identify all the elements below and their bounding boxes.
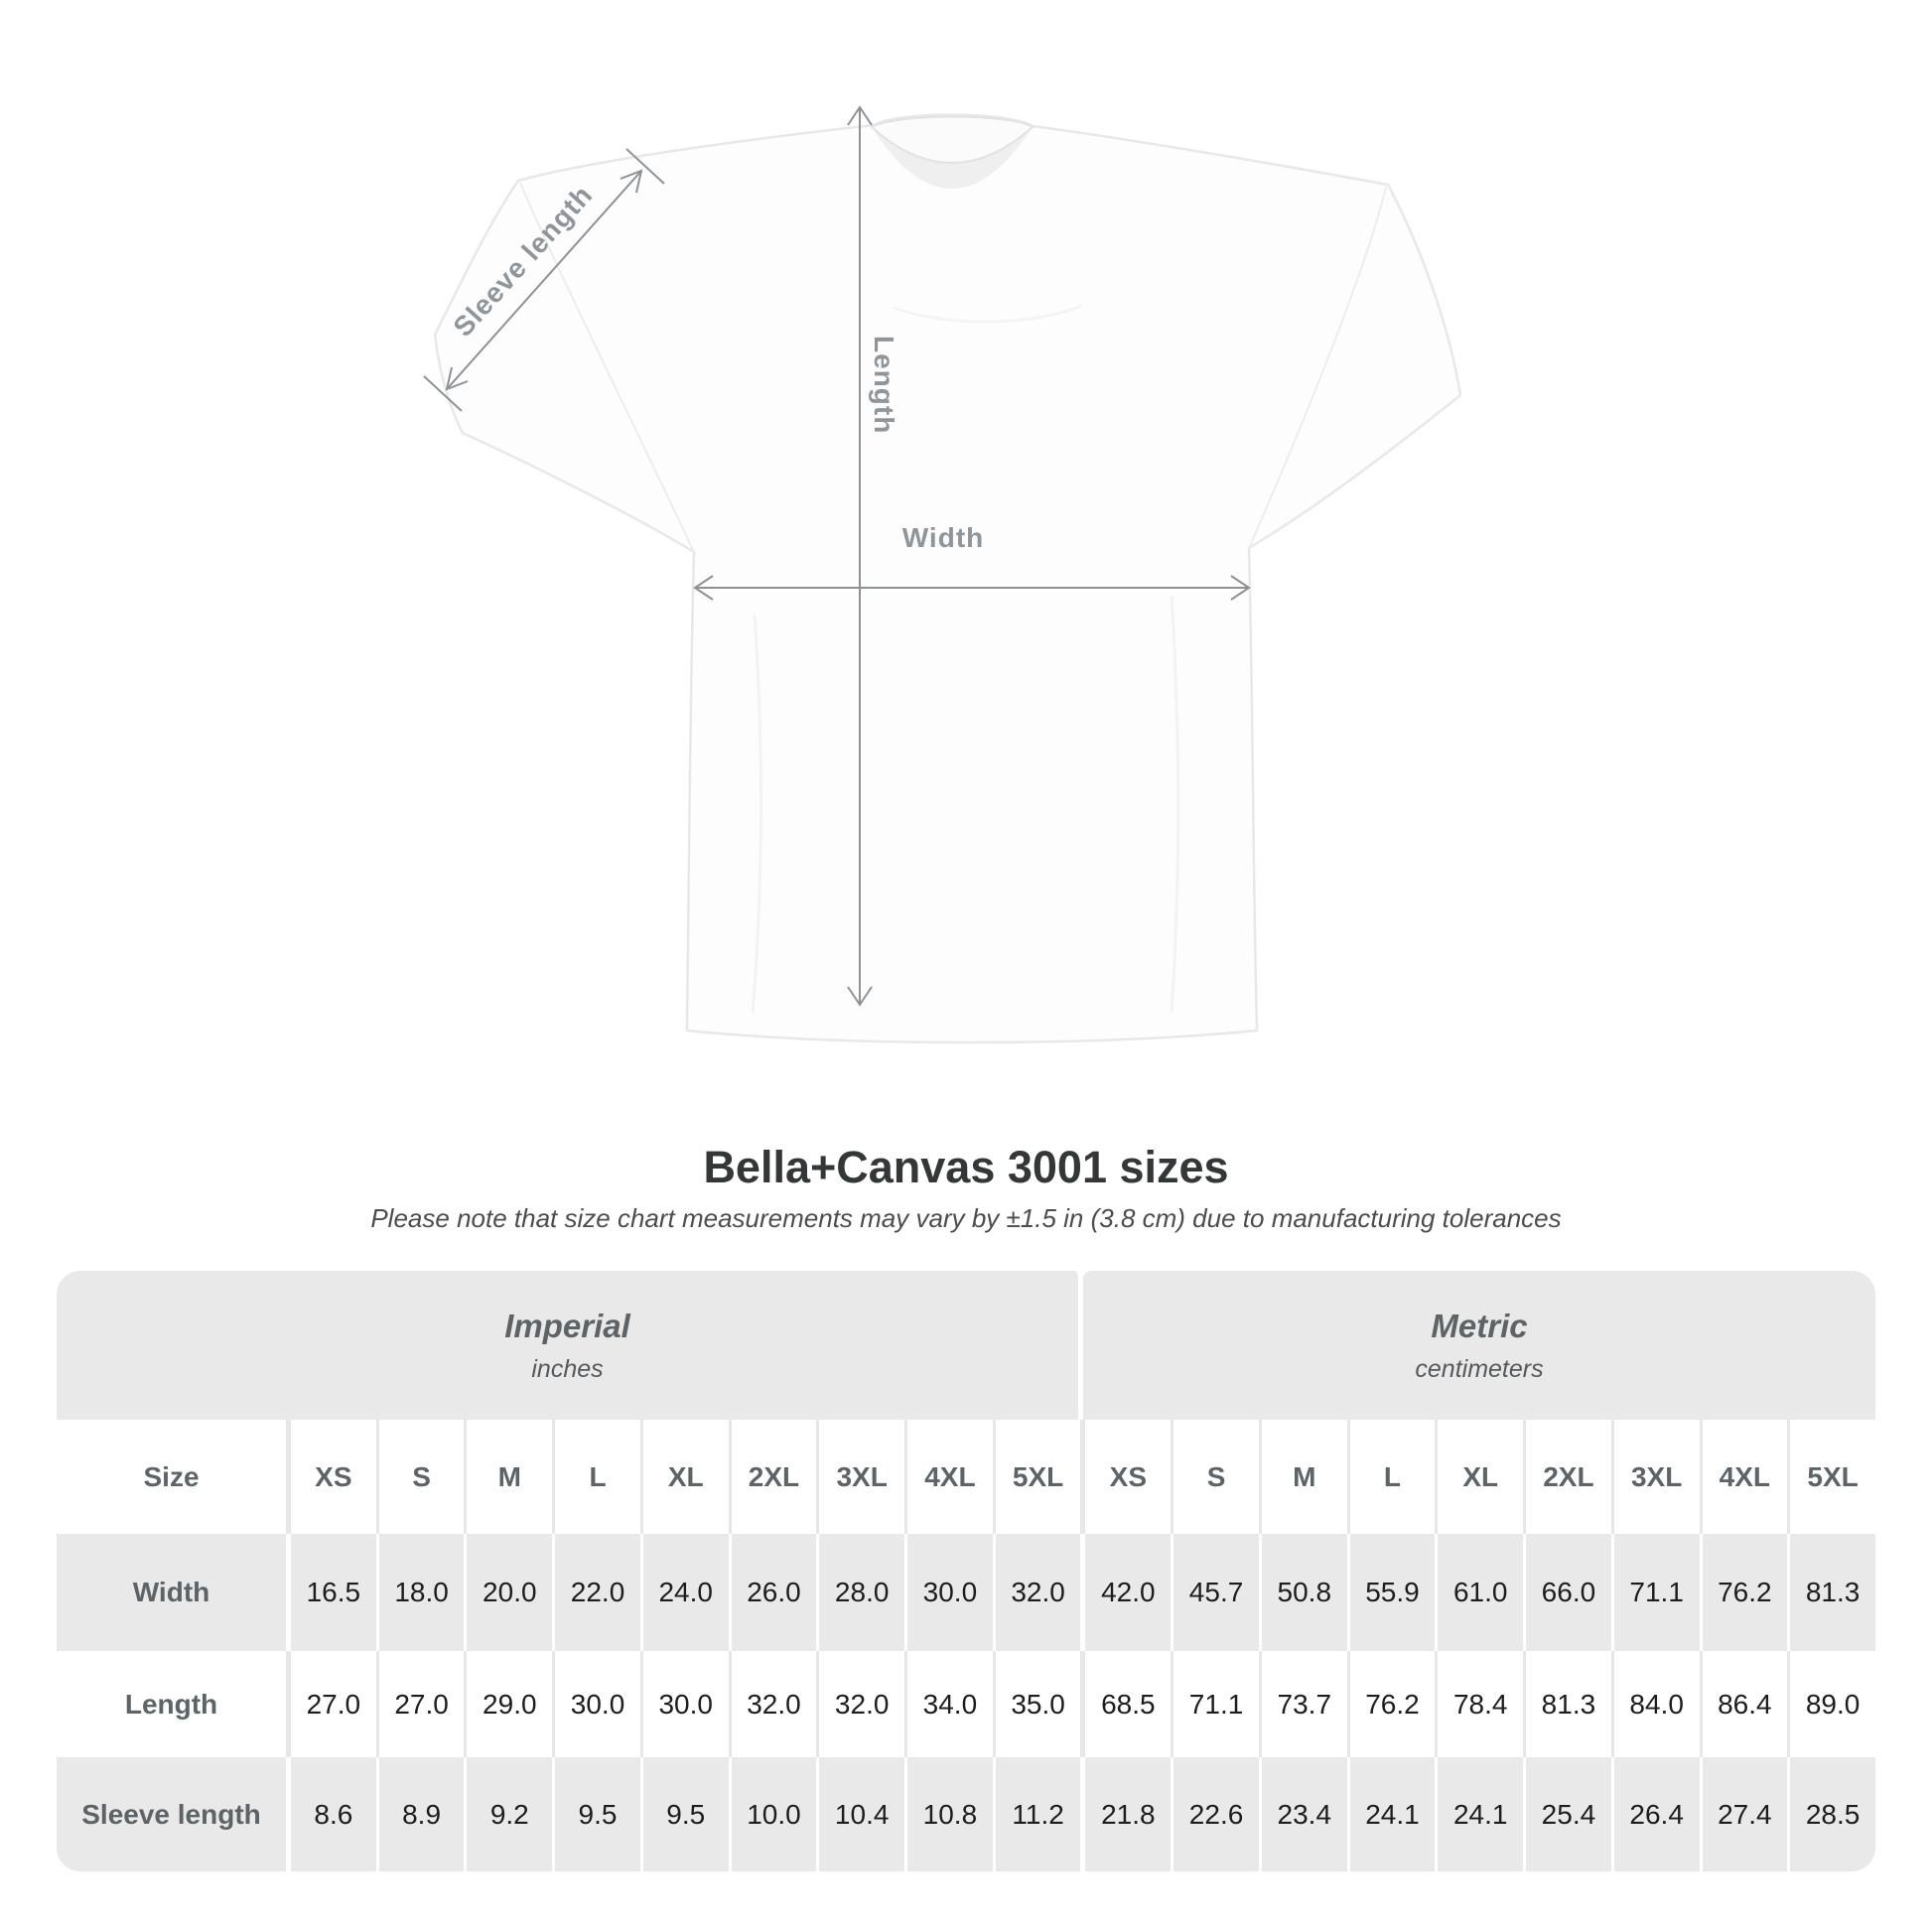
- metric-label: Metric: [1431, 1307, 1528, 1344]
- unit-group-row: [57, 1271, 1875, 1420]
- table-cell: 27.0: [291, 1651, 379, 1757]
- table-cell: 26.0: [732, 1534, 820, 1651]
- imperial-group-header: [57, 1271, 1083, 1420]
- table-cell: 10.0: [732, 1757, 820, 1871]
- size-header-imperial-2xl: 2XL: [732, 1420, 820, 1534]
- row-label-sleeve-length: Sleeve length: [57, 1757, 291, 1871]
- table-cell: 24.1: [1350, 1757, 1439, 1871]
- table-cell: 34.0: [907, 1651, 996, 1757]
- table-cell: 26.4: [1614, 1757, 1703, 1871]
- size-header-imperial-4xl: 4XL: [907, 1420, 996, 1534]
- page-subtitle: Please note that size chart measurements may vary by ±1.5 in (3.8 cm) due to manufacturing tolerances: [370, 1203, 1562, 1233]
- table-cell: 32.0: [996, 1534, 1086, 1651]
- table-cell: 28.5: [1790, 1757, 1875, 1871]
- size-table: [57, 1271, 1875, 1871]
- table-cell: 27.4: [1703, 1757, 1791, 1871]
- size-header-imperial-xs: XS: [291, 1420, 379, 1534]
- table-cell: 24.1: [1438, 1757, 1526, 1871]
- table-cell: 8.6: [291, 1757, 379, 1871]
- size-column-header: Size: [57, 1420, 291, 1534]
- size-header-metric-s: S: [1173, 1420, 1262, 1534]
- sleeve-length-label: Sleeve length: [447, 179, 599, 343]
- table-row-length: [57, 1651, 1875, 1757]
- size-header-metric-l: L: [1350, 1420, 1439, 1534]
- tshirt-body: [435, 115, 1460, 1042]
- size-header-row: [57, 1420, 1875, 1534]
- table-cell: 66.0: [1526, 1534, 1614, 1651]
- table-cell: 78.4: [1438, 1651, 1526, 1757]
- table-cell: 27.0: [379, 1651, 468, 1757]
- length-label: Length: [869, 336, 899, 435]
- size-header-imperial-xl: XL: [643, 1420, 732, 1534]
- table-cell: 76.2: [1350, 1651, 1439, 1757]
- table-cell: 10.4: [819, 1757, 907, 1871]
- table-cell: 55.9: [1350, 1534, 1439, 1651]
- table-cell: 23.4: [1262, 1757, 1350, 1871]
- size-header-metric-2xl: 2XL: [1526, 1420, 1614, 1534]
- table-cell: 9.5: [643, 1757, 732, 1871]
- width-label: Width: [901, 522, 985, 553]
- table-cell: 32.0: [819, 1651, 907, 1757]
- table-cell: 81.3: [1526, 1651, 1614, 1757]
- table-cell: 20.0: [467, 1534, 555, 1651]
- page-title: Bella+Canvas 3001 sizes: [703, 1142, 1229, 1192]
- size-header-metric-5xl: 5XL: [1807, 1460, 1859, 1492]
- table-cell: 68.5: [1085, 1651, 1173, 1757]
- size-header-metric-4xl: 4XL: [1703, 1420, 1791, 1534]
- size-header-metric-m: M: [1262, 1420, 1350, 1534]
- table-cell: 42.0: [1085, 1534, 1173, 1651]
- size-header-metric-xs: XS: [1085, 1420, 1173, 1534]
- table-cell: 76.2: [1703, 1534, 1791, 1651]
- table-cell: 50.8: [1262, 1534, 1350, 1651]
- imperial-label: Imperial: [504, 1307, 630, 1344]
- table-cell: 10.8: [907, 1757, 996, 1871]
- table-cell: 22.0: [555, 1534, 643, 1651]
- table-cell: 32.0: [732, 1651, 820, 1757]
- table-row-sleeve-length: [57, 1757, 1875, 1871]
- table-cell: 71.1: [1614, 1534, 1703, 1651]
- table-cell: 61.0: [1438, 1534, 1526, 1651]
- row-label-width: Width: [57, 1534, 291, 1651]
- size-header-imperial-3xl: 3XL: [819, 1420, 907, 1534]
- size-header-metric-xl: XL: [1438, 1420, 1526, 1534]
- table-cell: 22.6: [1173, 1757, 1262, 1871]
- table-cell: 9.2: [467, 1757, 555, 1871]
- table-cell: 16.5: [291, 1534, 379, 1651]
- table-cell: 30.0: [907, 1534, 996, 1651]
- row-label-length: Length: [57, 1651, 291, 1757]
- table-cell: 8.9: [379, 1757, 468, 1871]
- table-cell: 71.1: [1173, 1651, 1262, 1757]
- table-cell: 30.0: [643, 1651, 732, 1757]
- size-header-imperial-m: M: [467, 1420, 555, 1534]
- table-cell: 18.0: [379, 1534, 468, 1651]
- table-cell: 81.3: [1790, 1534, 1875, 1651]
- table-cell: 84.0: [1614, 1651, 1703, 1757]
- table-cell: 11.2: [996, 1757, 1086, 1871]
- table-cell: 35.0: [996, 1651, 1086, 1757]
- size-header-metric-3xl: 3XL: [1614, 1420, 1703, 1534]
- table-cell: 24.0: [643, 1534, 732, 1651]
- table-cell: 73.7: [1262, 1651, 1350, 1757]
- table-cell: 21.8: [1085, 1757, 1173, 1871]
- table-cell: 89.0: [1790, 1651, 1875, 1757]
- table-cell: 25.4: [1526, 1757, 1614, 1871]
- table-cell: 28.0: [819, 1534, 907, 1651]
- metric-group-header: [1083, 1271, 1875, 1420]
- table-cell: 9.5: [555, 1757, 643, 1871]
- table-cell: 45.7: [1173, 1534, 1262, 1651]
- size-header-imperial-5xl: 5XL: [996, 1420, 1086, 1534]
- size-header-imperial-l: L: [555, 1420, 643, 1534]
- size-header-imperial-s: S: [379, 1420, 468, 1534]
- table-cell: 29.0: [467, 1651, 555, 1757]
- table-cell: 86.4: [1703, 1651, 1791, 1757]
- metric-unit-label: centimeters: [1415, 1354, 1544, 1383]
- table-cell: 30.0: [555, 1651, 643, 1757]
- imperial-unit-label: inches: [531, 1354, 604, 1383]
- table-row-width: [57, 1534, 1875, 1651]
